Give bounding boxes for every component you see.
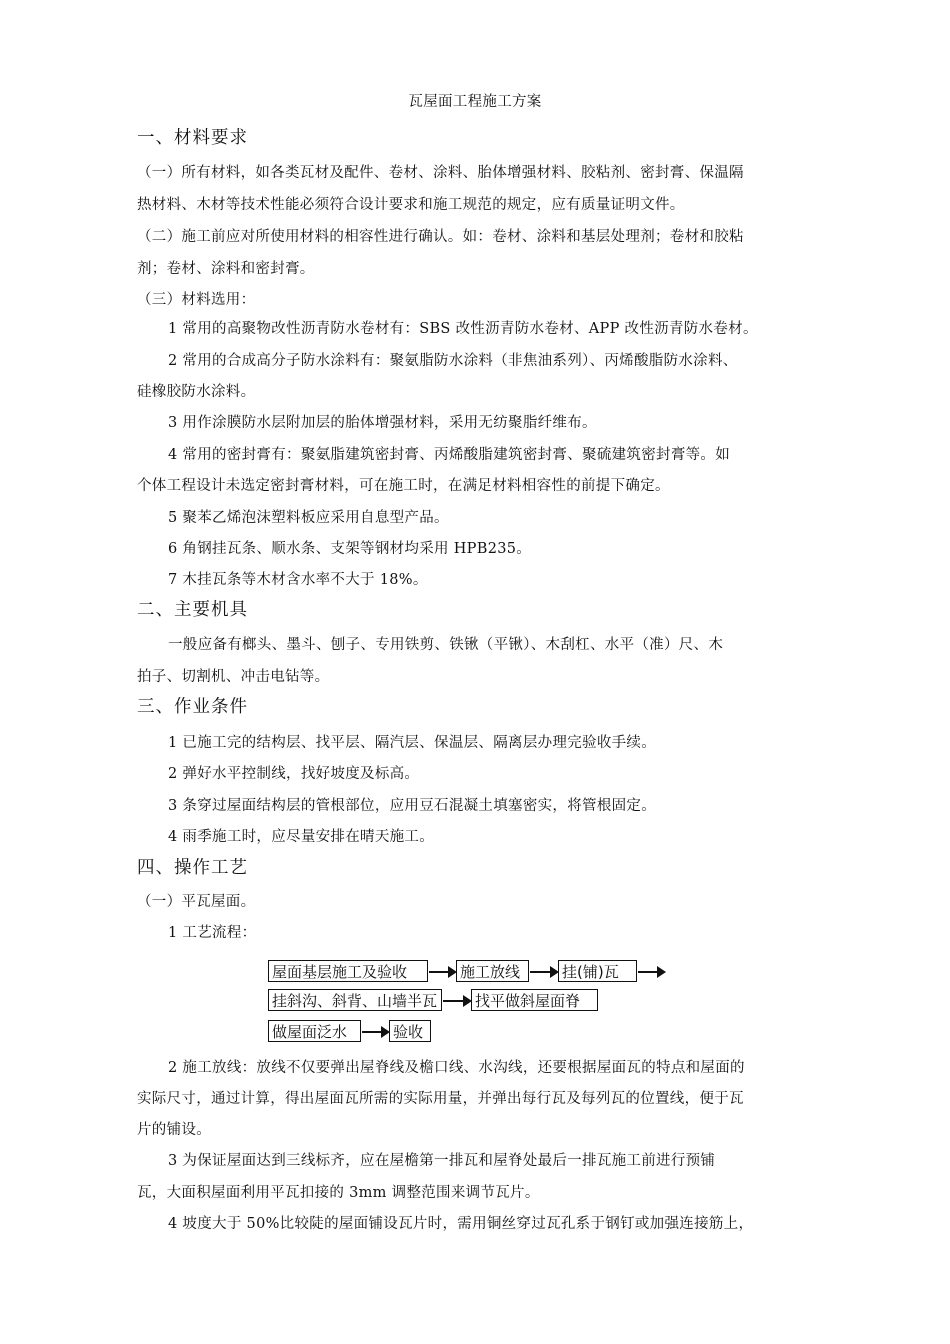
arrow-right-icon [362, 1031, 388, 1033]
flow-step-hang-tiles: 挂(铺)瓦 [558, 960, 637, 982]
paragraph-line: （二）施工前应对所使用材料的相容性进行确认。如：卷材、涂料和基层处理剂；卷材和胶粘 [137, 229, 744, 245]
arrow-right-icon [429, 971, 455, 973]
paragraph-line: 瓦，大面积屋面利用平瓦扣接的 3mm 调整范围来调节瓦片。 [137, 1185, 540, 1201]
flow-step-layout-lines: 施工放线 [456, 960, 529, 982]
paragraph-line: 2 弹好水平控制线，找好坡度及标高。 [168, 766, 420, 782]
paragraph-line: （三）材料选用： [137, 292, 256, 308]
paragraph-line: 片的铺设。 [137, 1122, 211, 1138]
paragraph-line: 1 已施工完的结构层、找平层、隔汽层、保温层、隔离层办理完验收手续。 [168, 735, 657, 751]
paragraph-line: 热材料、木材等技术性能必须符合设计要求和施工规范的规定，应有质量证明文件。 [137, 197, 685, 213]
flow-step-base-acceptance: 屋面基层施工及验收 [268, 960, 428, 982]
arrow-right-icon [530, 971, 557, 973]
flow-step-flashing: 做屋面泛水 [268, 1020, 361, 1042]
arrow-right-icon [443, 1000, 470, 1002]
page-title: 瓦屋面工程施工方案 [408, 94, 542, 110]
paragraph-line: 3 条穿过屋面结构层的管根部位，应用豆石混凝土填塞密实，将管根固定。 [168, 798, 657, 814]
paragraph-line: （一）所有材料，如各类瓦材及配件、卷材、涂料、胎体增强材料、胶粘剂、密封膏、保温隔 [137, 165, 744, 181]
paragraph-line: 拍子、切割机、冲击电钻等。 [137, 669, 330, 685]
paragraph-line: 2 常用的合成高分子防水涂料有：聚氨脂防水涂料（非焦油系列）、丙烯酸脂防水涂料、 [168, 353, 738, 369]
paragraph-line: 4 常用的密封膏有：聚氨脂建筑密封膏、丙烯酸脂建筑密封膏、聚硫建筑密封膏等。如 [168, 447, 731, 463]
process-flowchart [265, 956, 685, 1046]
paragraph-line: 4 坡度大于 50%比较陡的屋面铺设瓦片时，需用铜丝穿过瓦孔系于钢钉或加强连接筋上， [168, 1216, 754, 1232]
paragraph-line: 1 常用的高聚物改性沥青防水卷材有：SBS 改性沥青防水卷材、APP 改性沥青防水卷材。 [168, 321, 758, 337]
paragraph-line: （一）平瓦屋面。 [137, 894, 256, 910]
paragraph-line: 个体工程设计未选定密封膏材料，可在施工时，在满足材料相容性的前提下确定。 [137, 478, 670, 494]
paragraph-line: 5 聚苯乙烯泡沫塑料板应采用自息型产品。 [168, 510, 449, 526]
paragraph-line: 一般应备有榔头、墨斗、刨子、专用铁剪、铁锹（平锹）、木刮杠、水平（准）尺、木 [168, 637, 724, 653]
flow-step-acceptance: 验收 [389, 1020, 431, 1042]
paragraph-line: 4 雨季施工时，应尽量安排在晴天施工。 [168, 829, 435, 845]
section-heading-process: 四、操作工艺 [137, 858, 248, 878]
paragraph-line: 2 施工放线：放线不仅要弹出屋脊线及檐口线、水沟线，还要根据屋面瓦的特点和屋面的 [168, 1060, 745, 1076]
paragraph-line: 6 角钢挂瓦条、顺水条、支架等钢材均采用 HPB235。 [168, 541, 532, 557]
paragraph-line: 剂；卷材、涂料和密封膏。 [137, 261, 315, 277]
paragraph-line: 实际尺寸，通过计算，得出屋面瓦所需的实际用量，并弹出每行瓦及每列瓦的位置线，便于瓦 [137, 1091, 744, 1107]
paragraph-line: 1 工艺流程： [168, 925, 257, 941]
paragraph-line: 3 用作涂膜防水层附加层的胎体增强材料，采用无纺聚脂纤维布。 [168, 415, 597, 431]
paragraph-line: 硅橡胶防水涂料。 [137, 384, 256, 400]
section-heading-conditions: 三、作业条件 [137, 697, 248, 717]
paragraph-line: 3 为保证屋面达到三线标齐，应在屋檐第一排瓦和屋脊处最后一排瓦施工前进行预铺 [168, 1153, 716, 1169]
paragraph-line: 7 木挂瓦条等木材含水率不大于 18%。 [168, 572, 428, 588]
flow-step-ridge: 找平做斜屋面脊 [471, 989, 598, 1011]
section-heading-tools: 二、主要机具 [137, 600, 248, 620]
flow-step-half-tiles: 挂斜沟、斜背、山墙半瓦 [268, 989, 442, 1011]
section-heading-materials: 一、材料要求 [137, 128, 248, 148]
arrow-right-icon [638, 971, 664, 973]
